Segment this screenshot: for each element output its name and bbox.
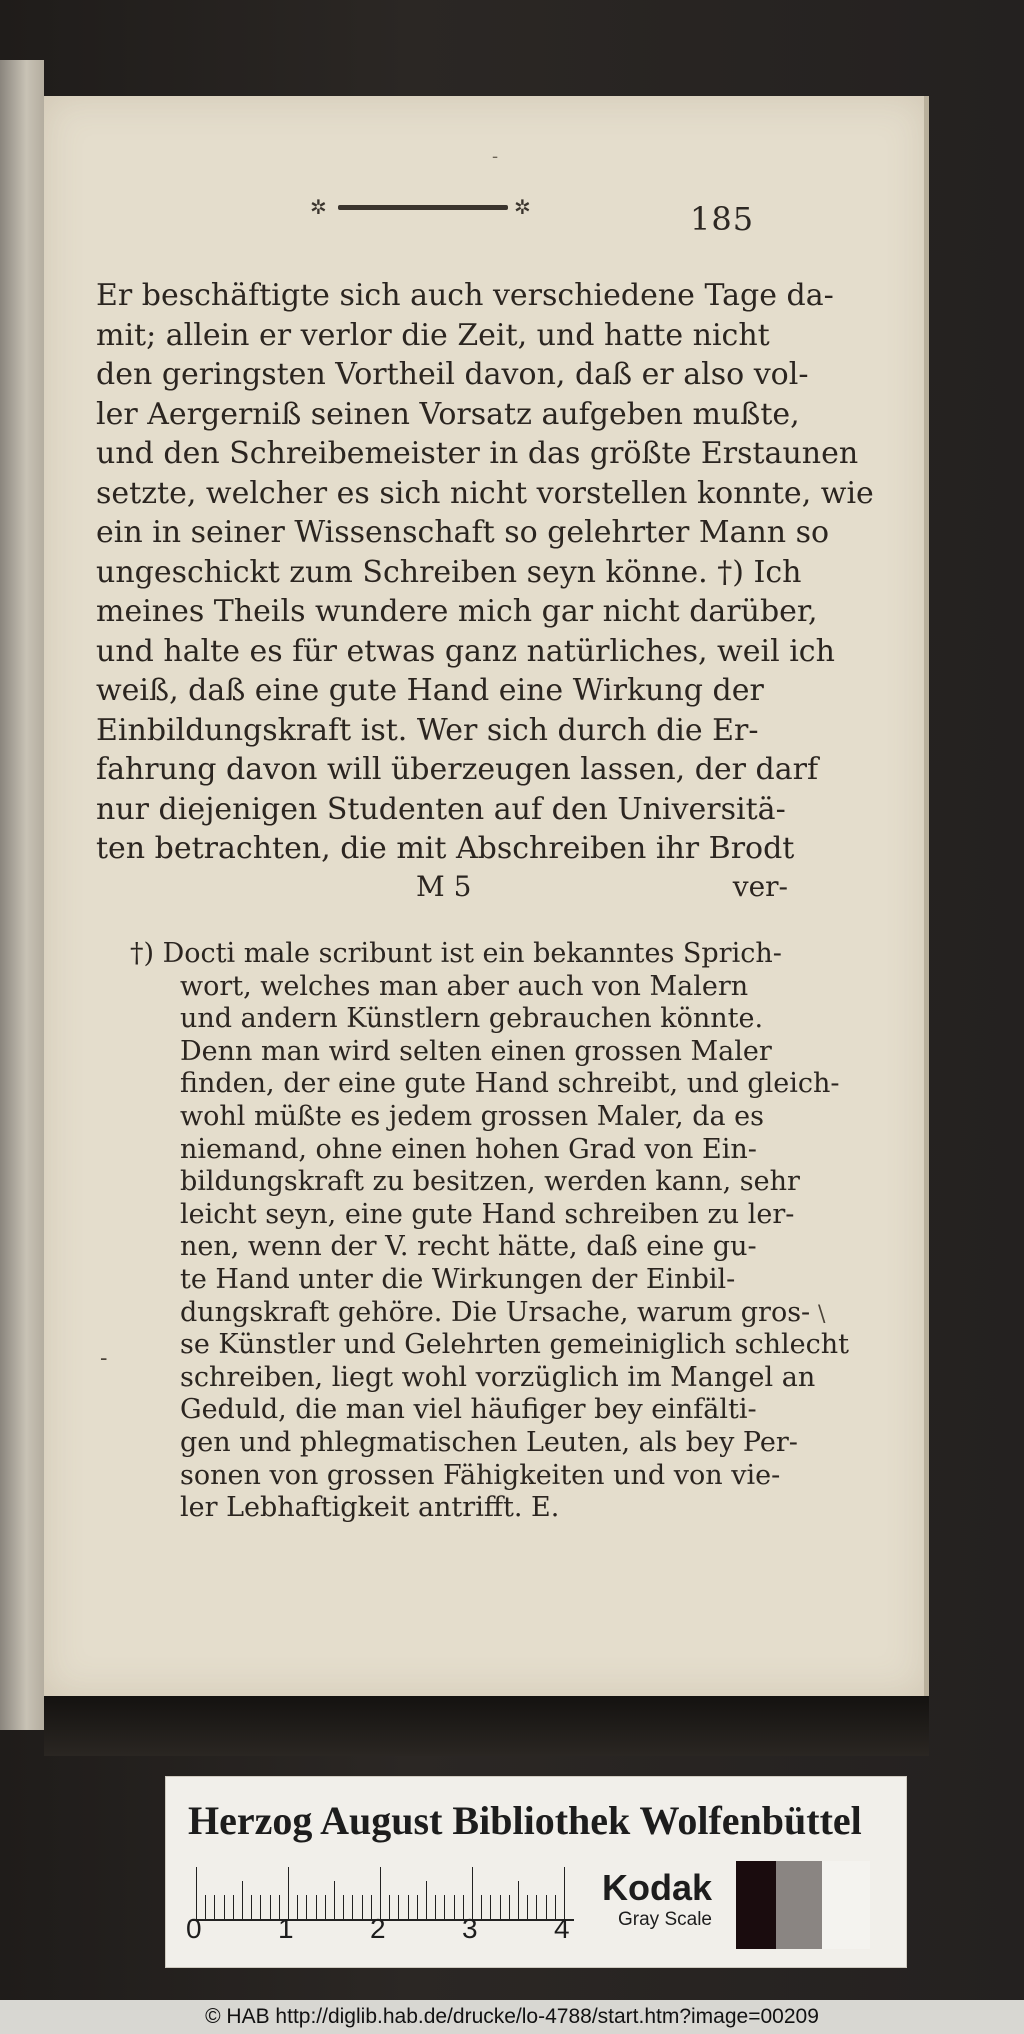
ruler-number: 3 [462,1913,478,1944]
ruler-tick [408,1895,409,1921]
page-edge [924,96,929,1696]
footnote-line: dungskraft gehöre. Die Ursache, warum gros- [180,1296,811,1328]
ruler-tick [214,1895,215,1921]
ruler-tick [316,1895,317,1921]
footnote-line: †) Docti male scribunt ist ein bekanntes Sprich- [130,938,782,969]
ruler-tick [270,1895,271,1921]
footnote-line: finden, der eine gute Hand schreibt, und gleich- [180,1068,840,1100]
top-mark: - [492,146,499,167]
ruler-tick [536,1895,537,1921]
catchword: ver- [732,870,788,903]
catchword-line [96,870,788,910]
ruler-number: 0 [186,1913,202,1944]
page-shadow [44,1696,929,1756]
footnote-line: se Künstler und Gelehrten gemeiniglich schlecht [180,1329,849,1361]
library-name: Herzog August Bibliothek Wolfenbüttel [188,1798,862,1843]
ruler-tick [233,1895,234,1921]
ornament-star-icon: ✲ [310,195,327,219]
kodak-logo: Kodak [602,1867,713,1908]
text-line: setzte, welcher es sich nicht vorstellen konnte, wie [96,475,874,511]
ruler-tick [527,1895,528,1921]
text-line: und den Schreibemeister in das größte Erstaunen [96,436,859,471]
ruler-tick [306,1895,307,1921]
text-line: mit; allein er verlor die Zeit, und hatte nicht [96,317,770,353]
ruler-tick [490,1895,491,1921]
ruler-tick [426,1881,427,1921]
ruler-tick [224,1895,225,1921]
ruler-tick [454,1895,455,1921]
ruler-tick [251,1895,252,1921]
footnote-line: Denn man wird selten einen grossen Maler [180,1035,772,1067]
text-line: Er beschäftigte sich auch verschiedene Tage da- [96,278,834,313]
gray-scale-label: Gray Scale [618,1909,712,1930]
ruler-tick [325,1895,326,1921]
ruler-tick [205,1895,206,1921]
footnote [130,938,849,1525]
text-line: ten betrachten, die mit Abschreiben ihr Brodt [96,831,795,866]
ruler-tick [389,1895,390,1921]
ruler-tick [417,1895,418,1921]
ruler-tick [546,1895,547,1921]
header-ornament [310,196,536,218]
copyright-footer: © HAB http://diglib.hab.de/drucke/lo-4788/start.htm?image=00209 [0,2000,1024,2034]
ruler-tick [444,1895,445,1921]
ruler-tick [362,1895,363,1921]
text-line: meines Theils wundere mich gar nicht darüber, [96,594,818,629]
text-line: ein in seiner Wissenschaft so gelehrter Mann so [96,515,830,550]
text-line: ler Aergerniß seinen Vorsatz aufgeben mußte, [96,396,800,432]
color-target [165,1776,907,1968]
ruler-tick [242,1881,243,1921]
ruler-tick [435,1895,436,1921]
footnote-line: Geduld, die man viel häufiger bey einfälti- [180,1394,757,1426]
ruler-tick [260,1895,261,1921]
margin-mark: - [100,1346,108,1371]
footnote-line: leicht seyn, eine gute Hand schreiben zu ler- [180,1198,795,1230]
ornament-star-icon: ✲ [514,195,531,219]
footnote-line: wohl müßte es jedem grossen Maler, da es [180,1100,764,1132]
gray-swatch-dark [736,1861,776,1949]
ruler-number: 4 [554,1913,570,1944]
main-text [96,276,874,869]
text-line: weiß, daß eine gute Hand eine Wirkung der [96,673,764,708]
ruler-tick [509,1895,510,1921]
ornament-rule [338,205,508,210]
footnote-line: niemand, ohne einen hohen Grad von Ein- [180,1133,757,1165]
text-line: und halte es für etwas ganz natürliches, weil ich [96,633,835,669]
ruler-tick [352,1895,353,1921]
ruler-tick [297,1895,298,1921]
text-line: den geringsten Vortheil davon, daß er also vol- [96,357,809,392]
footnote-line: und andern Künstlern gebrauchen könnte. [180,1003,764,1035]
footnote-line: sonen von grossen Fähigkeiten und von vie- [180,1459,781,1491]
footnote-line: nen, wenn der V. recht hätte, daß eine gu- [180,1231,757,1263]
signature-mark: M 5 [416,870,472,903]
gray-swatch-light [822,1861,870,1949]
footnote-line: wort, welches man aber auch von Malern [180,970,749,1002]
page-number: 185 [690,200,755,238]
ruler-tick [334,1881,335,1921]
footnote-line: te Hand unter die Wirkungen der Einbil- [180,1263,736,1295]
text-line: ungeschickt zum Schreiben seyn könne. †) Ich [96,554,802,590]
ruler-tick [518,1881,519,1921]
ruler-tick [481,1895,482,1921]
footnote-line: ler Lebhaftigkeit antrifft. E. [180,1492,560,1524]
ruler-tick [398,1895,399,1921]
footnote-line: gen und phlegmatischen Leuten, als bey Per- [180,1426,798,1458]
footnote-line: bildungskraft zu besitzen, werden kann, sehr [180,1166,800,1198]
gray-swatch-mid [776,1861,822,1949]
ruler-tick [343,1895,344,1921]
text-line: fahrung davon will überzeugen lassen, der darf [96,752,819,787]
text-line: nur diejenigen Studenten auf den Universitä- [96,791,786,827]
ruler-number: 2 [370,1913,386,1944]
facing-page-edge [0,60,44,1730]
footnote-line: schreiben, liegt wohl vorzüglich im Mangel an [180,1361,816,1393]
ruler-number: 1 [278,1913,294,1944]
ruler-tick [500,1895,501,1921]
text-line: Einbildungskraft ist. Wer sich durch die Er- [96,712,759,748]
margin-mark: \ [818,1302,826,1327]
